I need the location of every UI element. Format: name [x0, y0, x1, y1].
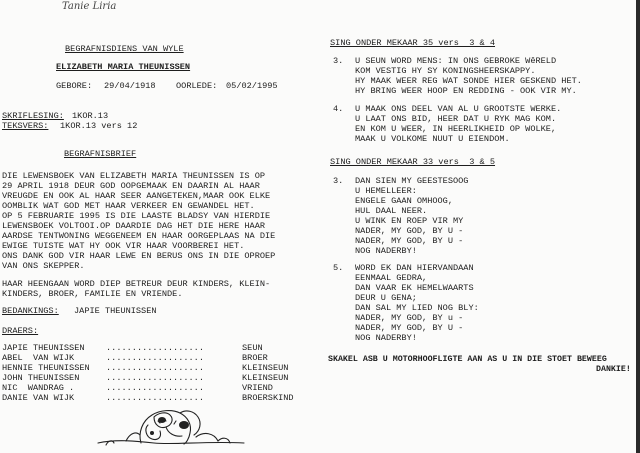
scripture-label: SKRIFLESING:: [2, 111, 64, 121]
hymn-line: DAN SIEN MY GEESTESOOG: [355, 176, 469, 186]
hymn-line: U MAAK ONS DEEL VAN AL U GROOTSTE WERKE.: [355, 104, 562, 114]
hymn-line: DAN VAAR EK HEMELWAARTS: [355, 283, 474, 293]
right-edge-border: [636, 0, 640, 453]
bearer-relation: SEUN: [242, 343, 263, 353]
letter-line: VREUGDE EN OOK AL HAAR SEER AANGETEKEN,MAAR OOK ELKE: [2, 191, 271, 201]
bearers-heading: DRAERS:: [2, 326, 39, 336]
hymn-line: WORD EK DAN HIERVANDAAN: [355, 263, 474, 273]
bearer-dots: ...................: [106, 373, 204, 383]
hymn-line: DAN SAL MY LIED NOG BLY:: [355, 303, 479, 313]
hymn-line: NADER, MY GOD, BY U -: [355, 226, 464, 236]
mourning-figure-sketch-icon: [96, 403, 246, 451]
letter-line: DIE LEWENSBOEK VAN ELIZABETH MARIA THEUNISSEN IS OP: [2, 171, 266, 181]
born-label: GEBORE:: [56, 81, 93, 91]
letter-line: AARDSE TENTWONING WEGGENEEM EN HAAR OORGEPLAAS NA DIE: [2, 231, 276, 241]
hymn-line: NOG NADERBY!: [355, 246, 417, 256]
hymn-line: U LAAT ONS BID, HEER DAT U RYK MAG KOM.: [355, 114, 557, 124]
letter-line: LEWENSBOEK VOLTOOI.OP DAARDIE DAG HET DIE HERE HAAR: [2, 221, 266, 231]
hymn-line: HY BRING WEER HOOP EN REDDING - OOK VIR MY.: [355, 86, 577, 96]
thanks-value: JAPIE THEUNISSEN: [74, 306, 157, 316]
letter-line: OOMBLIK WAT GOD MET HAAR VERKEER EN GEWANDEL HET.: [2, 201, 255, 211]
mourners-line: HAAR HEENGAAN WORD DIEP BETREUR DEUR KINDERS, KLEIN-: [2, 279, 271, 289]
bearer-dots: ...................: [106, 383, 204, 393]
text-verse-label: TEKSVERS:: [2, 121, 49, 131]
bearer-relation: KLEINSEUN: [242, 363, 289, 373]
hymn-line: NADER, MY GOD, BY U -: [355, 236, 464, 246]
letter-line: OP 5 FEBRUARIE 1995 IS DIE LAASTE BLADSY VAN HIERDIE: [2, 211, 271, 221]
letter-heading: BEGRAFNISBRIEF: [64, 149, 137, 159]
closing-notice: SKAKEL ASB U MOTORHOOFLIGTE AAN AS U IN DIE STOET BEWEEG: [328, 355, 607, 364]
hymn-line: EN KOM U WEER, IN HEERLIKHEID OP WOLKE,: [355, 124, 557, 134]
bearer-relation: VRIEND: [242, 383, 273, 393]
letter-line: VAN ONS SKEPPER.: [2, 261, 85, 271]
bearer-name: ABEL VAN WIJK: [2, 353, 75, 363]
hymn-line: HUL DAAL NEER.: [355, 206, 428, 216]
bearer-relation: BROERSKIND: [242, 393, 294, 403]
hymn-line: NADER, MY GOD, BY u -: [355, 313, 464, 323]
bearer-name: NIC WANDRAG .: [2, 383, 75, 393]
hymn-line: U SEUN WORD MENS: IN ONS GEBROKE WêRELD: [355, 56, 557, 66]
hymn-line: HY MAAK WEER REG WAT SONDE HIER GESKEND HET.: [355, 76, 582, 86]
hymn-line: KOM VESTIG HY SY KONINGSHEERSKAPPY.: [355, 66, 536, 76]
hymn1-verse4-number: 4.: [333, 104, 344, 114]
closing-thanks: DANKIE!: [596, 365, 631, 374]
bearer-name: JAPIE THEUNISSEN: [2, 343, 85, 353]
died-date: 05/02/1995: [226, 81, 278, 91]
text-verse-value: 1KOR.13 vers 12: [60, 121, 138, 131]
letter-line: EWIGE TUISTE WAT HY OOK VIR HAAR VOORBEREI HET.: [2, 241, 245, 251]
hymn2-verse5-number: 5.: [333, 263, 344, 273]
bearer-name: JOHN THEUNISSEN: [2, 373, 80, 383]
hymn1-heading: SING ONDER MEKAAR 35 vers 3 & 4: [330, 38, 496, 48]
bearer-relation: KLEINSEUN: [242, 373, 289, 383]
hymn-line: EENMAAL GEDRA,: [355, 273, 428, 283]
hymn2-heading: SING ONDER MEKAAR 33 vers 3 & 5: [330, 157, 496, 167]
bearer-dots: ...................: [106, 393, 204, 403]
died-label: OORLEDE:: [176, 81, 218, 91]
bearer-name: HENNIE THEUNISSEN: [2, 363, 90, 373]
bearer-dots: ...................: [106, 353, 204, 363]
hymn-line: U WINK EN ROEP VIR MY: [355, 216, 464, 226]
deceased-name: ELIZABETH MARIA THEUNISSEN: [56, 62, 191, 72]
hymn-line: NOG NADERBY!: [355, 333, 417, 343]
letter-line: ONS DANK GOD VIR HAAR LEWE EN BERUS ONS IN DIE OPROEP: [2, 251, 276, 261]
hymn-line: ENGELE GAAN OMHOOG,: [355, 196, 453, 206]
handwritten-note: Tanie Liria: [62, 1, 117, 12]
hymn-line: MAAK U VOLKOME NUUT U EIENDOM.: [355, 134, 510, 144]
bearer-dots: ...................: [106, 343, 204, 353]
hymn-line: NADER, MY GOD, BY U -: [355, 323, 464, 333]
bearer-name: DANIE VAN WIJK: [2, 393, 75, 403]
letter-line: 29 APRIL 1918 DEUR GOD OOPGEMAAK EN DAARIN AL HAAR: [2, 181, 260, 191]
mourners-line: KINDERS, BROER, FAMILIE EN VRIENDE.: [2, 289, 183, 299]
hymn-line: DEUR U GENA;: [355, 293, 417, 303]
scripture-value: 1KOR.13: [72, 111, 109, 121]
hymn-line: U HEMELLEER:: [355, 186, 417, 196]
hymn2-verse3-number: 3.: [333, 176, 344, 186]
funeral-service-heading: BEGRAFNISDIENS VAN WYLE: [65, 44, 184, 54]
thanks-label: BEDANKINGS:: [2, 306, 59, 316]
born-date: 29/04/1918: [104, 81, 156, 91]
hymn1-verse3-number: 3.: [333, 56, 344, 66]
bearer-relation: BROER: [242, 353, 268, 363]
bearer-dots: ...................: [106, 363, 204, 373]
